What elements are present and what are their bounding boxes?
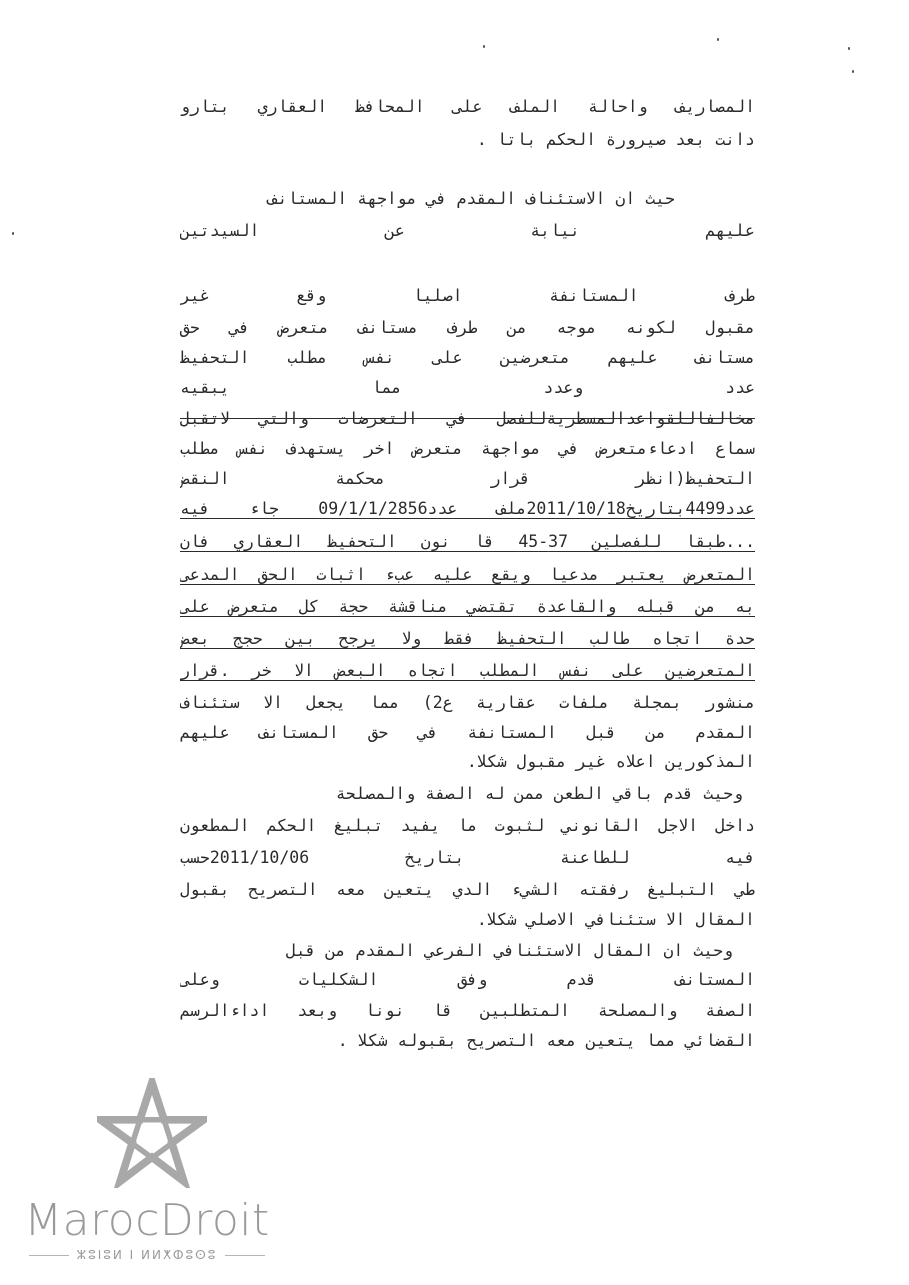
- text-line: مستانف عليهم متعرضين على نفس مطلب التحفيظ: [180, 348, 755, 367]
- text-line: حدة اتجاه طالب التحفيظ فقط ولا يرجح بين حجج بعض: [180, 629, 755, 648]
- text-line: طرف المستانفة اصليا وقع غير: [180, 286, 755, 305]
- text-line: وحيث قدم باقي الطعن ممن له الصفة والمصلحة: [335, 784, 743, 803]
- scan-speck: [848, 47, 850, 50]
- text-line: المتعرض يعتبر مدعيا ويقع عليه عبء اثبات الحق المدعى: [180, 565, 755, 584]
- text-line: الصفة والمصلحة المتطلبين قا نونا وبعد اداءالرسم: [180, 1001, 755, 1020]
- text-line: المقدم من قبل المستانفة في حق المستانف عليهم: [180, 723, 755, 742]
- document-body: [180, 0, 755, 1080]
- brand-tagline: ⵣⵓⵏⵓⵍ I ⵍⵍⵅⵀⵓⵙⵓ: [12, 1248, 282, 1262]
- text-line: عليهم نيابة عن السيدتين: [180, 221, 755, 240]
- text-line: المصاريف واحالة الملف على المحافظ العقاري بتارو: [180, 97, 755, 116]
- pentagram-star-icon: [97, 1078, 207, 1188]
- text-line: فيه للطاعنة بتاريخ 2011/10/06حسب: [180, 848, 755, 867]
- text-line: داخل الاجل القانوني لثبوت ما يفيد تبليغ الحكم المطعون: [180, 816, 755, 835]
- text-line: التحفيظ(انظر قرار محكمة النقض: [180, 469, 755, 488]
- scan-speck: [12, 232, 14, 235]
- text-line: حيث ان الاستئناف المقدم في مواجهة المستانف: [267, 189, 675, 208]
- text-line: المستانف قدم وفق الشكليات وعلى: [180, 970, 755, 989]
- text-line: به من قبله والقاعدة تقتضي مناقشة حجة كل متعرض على: [180, 597, 755, 616]
- text-line: عدد وعدد مما يبقيه: [180, 378, 755, 397]
- scan-speck: [852, 70, 854, 73]
- text-line: القضائي مما يتعين معه التصريح بقبوله شكلا .: [337, 1031, 755, 1050]
- marocdroit-watermark: [12, 1078, 282, 1278]
- text-line: المذكورين اعلاه غير مقبول شكلا.: [466, 752, 755, 771]
- text-line: المتعرضين على نفس المطلب اتجاه البعض الا خر .قرار: [180, 661, 755, 680]
- text-line: وحيث ان المقال الاستئنافي الفرعي المقدم من قبل: [285, 941, 733, 960]
- text-line: مقبول لكونه موجه من طرف مستانف متعرض في حق: [180, 318, 755, 337]
- text-line: دانت بعد صيرورة الحكم باتا .: [476, 130, 755, 149]
- text-line: مخالفاللقواعدالمسطريةللفصل في التعرضات والتي لاتقبل: [180, 409, 755, 428]
- text-line: المقال الا ستئنافي الاصلي شكلا.: [476, 910, 755, 929]
- text-line: منشور بمجلة ملفات عقارية ع2) مما يجعل الا ستئناف: [180, 693, 755, 712]
- text-line: طي التبليغ رفقته الشيء الدي يتعين معه التصريح بقبول: [180, 880, 755, 899]
- text-line: سماع ادعاءمتعرض في مواجهة متعرض اخر يستهدف نفس مطلب: [180, 439, 755, 458]
- brand-wordmark: MarocDroit: [24, 1195, 270, 1246]
- text-line: عدد4499بتاريخ2011/10/18ملف عدد09/1/1/2856 جاء فيه: [180, 499, 755, 518]
- text-line: ...طبقا للفصلين 37-45 قا نون التحفيظ العقاري فان: [180, 532, 755, 551]
